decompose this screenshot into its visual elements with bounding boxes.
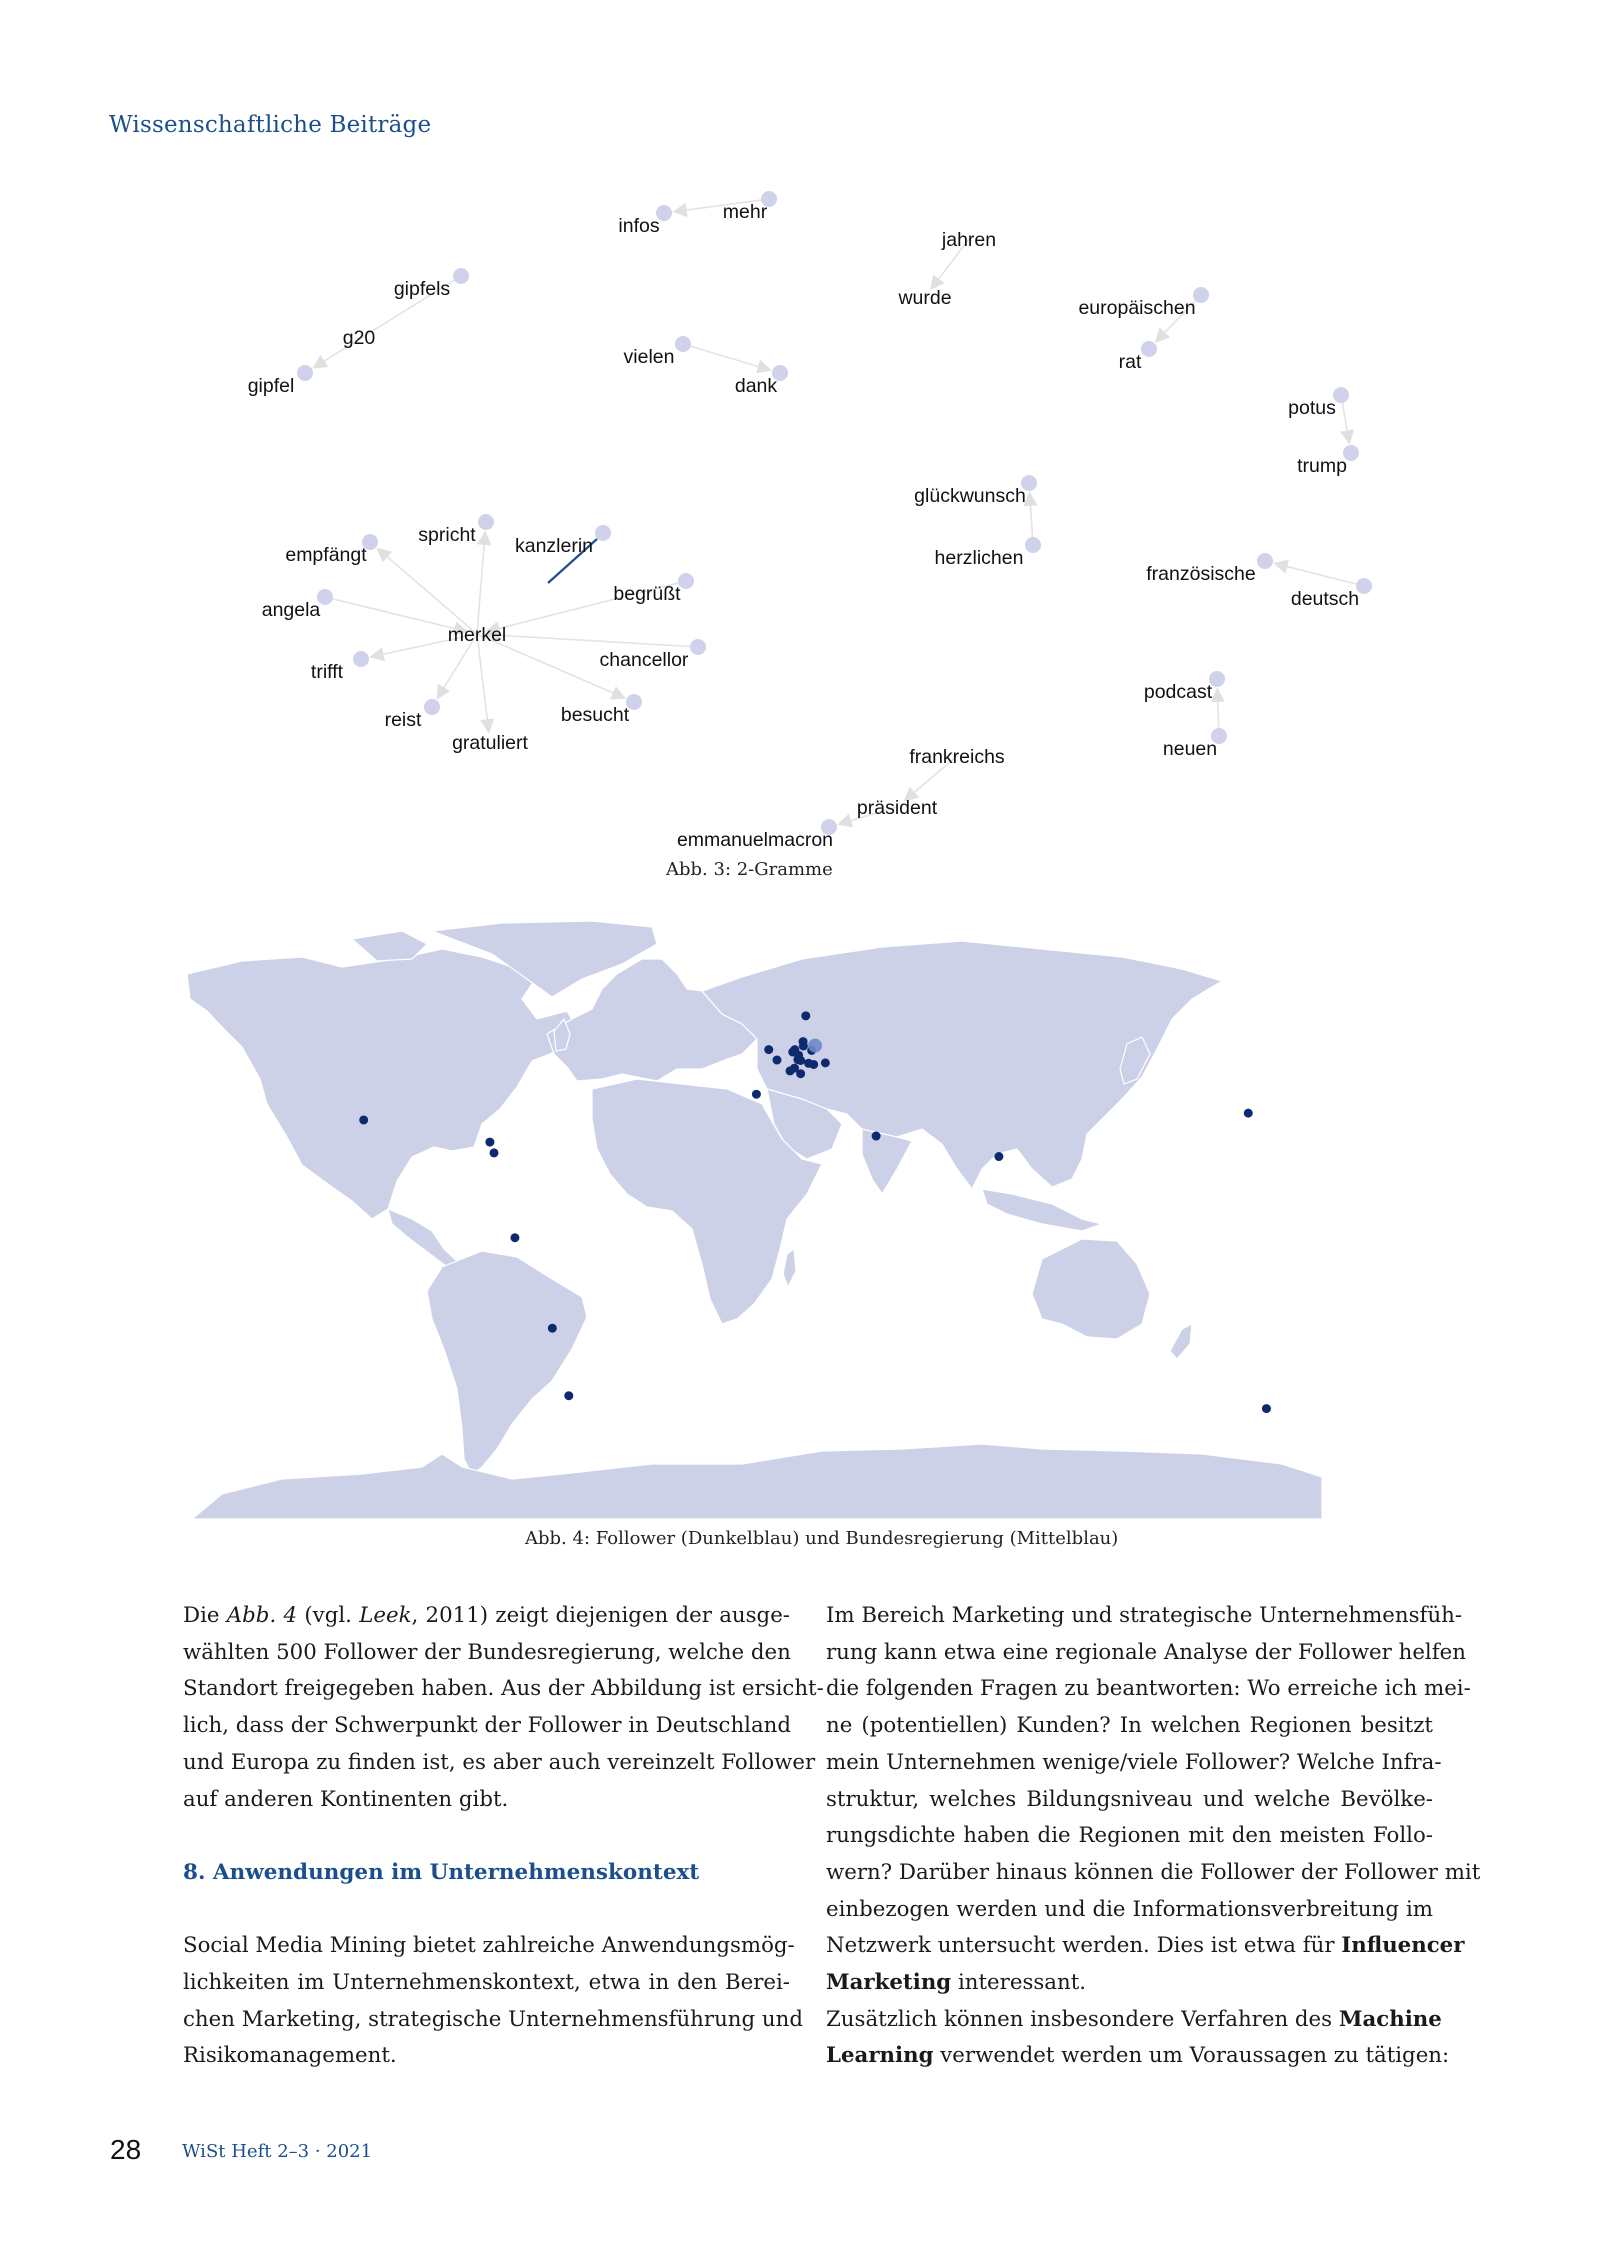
paragraph-marketing [826, 1598, 1481, 2075]
landmass-north-america [187, 949, 577, 1219]
paragraph-figure-description [183, 1598, 824, 1818]
node-dot-trifft [353, 651, 369, 667]
follower-dot [752, 1090, 761, 1099]
text-line [183, 1635, 790, 1672]
text-run: verwendet werden um Voraussagen zu tätigen: [933, 2043, 1450, 2069]
text-run: chen Marketing, strategische Unternehmensführung und [183, 2006, 803, 2032]
text-run: ne (potentiellen) Kunden? In welchen Regionen besitzt [826, 1713, 1433, 1739]
node-label-vielen: vielen [623, 346, 675, 368]
node-label-potus: potus [1288, 397, 1336, 419]
landmass-central-america [388, 1209, 457, 1269]
text-line [183, 1928, 795, 1965]
node-label-mehr: mehr [722, 201, 768, 223]
text-run: struktur, welches Bildungsniveau und welche Bevölke- [826, 1786, 1433, 1812]
bold-term: Learning [826, 2043, 934, 2069]
italic-term: Leek [359, 1603, 412, 1628]
journal-info: WiSt Heft 2–3 · 2021 [182, 2141, 373, 2162]
text-run: interessant. [951, 1970, 1087, 1996]
follower-dot [793, 1055, 802, 1064]
bold-term: Influencer [1341, 1933, 1465, 1959]
edge-merkel-gratuliert [477, 634, 489, 732]
node-label-glueckwunsch: glückwunsch [914, 485, 1026, 507]
text-run: Standort freigegeben haben. Aus der Abbildung ist ersicht- [183, 1676, 824, 1702]
node-dot-spricht [478, 514, 494, 530]
right-column [826, 1598, 1481, 2075]
node-label-emmanuelmacron: emmanuelmacron [676, 829, 834, 851]
follower-dot [796, 1069, 805, 1078]
text-run: lich, dass der Schwerpunkt der Follower in Deutschland [183, 1713, 792, 1739]
text-line [183, 1671, 824, 1708]
node-label-podcast: podcast [1143, 681, 1213, 703]
node-dot-chancellor [690, 639, 706, 655]
node-label-angela: angela [261, 599, 321, 621]
text-run: wählten 500 Follower der Bundesregierung, welche den [183, 1639, 791, 1665]
landmass-southeast-asia [982, 1189, 1102, 1231]
text-line [183, 1965, 790, 2002]
node-label-dank: dank [734, 375, 778, 397]
landmass-madagascar [783, 1249, 796, 1287]
node-label-praesident: präsident [856, 797, 938, 819]
node-label-deutsch: deutsch [1290, 588, 1360, 610]
figure-3-caption: Abb. 3: 2-Gramme [666, 859, 833, 880]
text-run: und Europa zu finden ist, es aber auch vereinzelt Follower [183, 1749, 816, 1775]
follower-dot [994, 1152, 1003, 1161]
left-column [183, 1598, 824, 2075]
node-dot-vielen [675, 336, 691, 352]
text-line [826, 1818, 1433, 1855]
node-dot-franzoesische [1257, 553, 1273, 569]
text-run: einbezogen werden und die Informationsverbreitung im [826, 1896, 1433, 1922]
node-label-gipfel: gipfel [247, 375, 295, 397]
government-dots-layer [808, 1039, 822, 1053]
node-dot-rat [1141, 341, 1157, 357]
follower-dot [490, 1148, 499, 1157]
node-label-frankreichs: frankreichs [909, 746, 1005, 768]
bold-term: Marketing [826, 1970, 952, 1996]
text-line [183, 1598, 790, 1635]
text-run: Risikomanagement. [183, 2043, 397, 2069]
text-line [826, 1708, 1433, 1745]
follower-dot [1262, 1404, 1271, 1413]
text-line [826, 1928, 1465, 1965]
text-line [183, 1708, 790, 1745]
node-dot-gipfel [297, 365, 313, 381]
text-run: Social Media Mining bietet zahlreiche Anwendungsmög- [183, 1933, 795, 1959]
text-line [826, 2002, 1442, 2039]
text-run: Im Bereich Marketing und strategische Unternehmensfüh- [826, 1603, 1463, 1628]
text-line [826, 1598, 1463, 1635]
node-label-infos: infos [618, 215, 660, 237]
node-label-gipfels: gipfels [393, 278, 451, 300]
node-label-wurde: wurde [898, 287, 952, 309]
follower-dot [359, 1115, 368, 1124]
text-line [826, 1855, 1481, 1892]
text-line [826, 1965, 1433, 2002]
edge-angela-merkel [325, 597, 467, 632]
text-line [826, 2038, 1450, 2075]
text-run: lichkeiten im Unternehmenskontext, etwa in den Berei- [183, 1970, 790, 1995]
node-label-trifft: trifft [310, 661, 344, 683]
text-line [183, 2038, 790, 2075]
text-run: mein Unternehmen wenige/viele Follower? Welche Infra- [826, 1749, 1442, 1775]
node-label-franzoesische: französische [1146, 563, 1256, 585]
node-label-chancellor: chancellor [599, 649, 689, 671]
node-label-jahren: jahren [941, 229, 997, 251]
node-label-g20: g20 [342, 327, 376, 349]
follower-dot [548, 1324, 557, 1333]
text-line [826, 1745, 1442, 1782]
text-line [826, 1782, 1433, 1819]
text-run: Netzwerk untersucht werden. Dies ist etwa für [826, 1933, 1342, 1959]
landmass-south-america [427, 1251, 587, 1475]
page-number: 28 [110, 2134, 142, 2165]
follower-dot [872, 1132, 881, 1141]
follower-dot [772, 1056, 781, 1065]
text-run: Die [183, 1603, 227, 1628]
government-dot [808, 1039, 822, 1053]
follower-dot [510, 1233, 519, 1242]
nodes-layer [248, 191, 1372, 851]
node-label-empfaengt: empfängt [285, 544, 367, 566]
node-label-neuen: neuen [1162, 738, 1218, 760]
node-label-trump: trump [1297, 455, 1347, 477]
follower-dot [485, 1138, 494, 1147]
node-label-besucht: besucht [560, 704, 630, 726]
landmass-new-zealand [1170, 1324, 1192, 1359]
node-dot-reist [424, 699, 440, 715]
text-line [826, 1671, 1471, 1708]
text-line [183, 1745, 816, 1782]
follower-dot [786, 1066, 795, 1075]
landmass-australia [1032, 1239, 1150, 1339]
text-run: rung kann etwa eine regionale Analyse der Follower helfen [826, 1639, 1466, 1665]
node-label-merkel: merkel [447, 624, 507, 646]
text-line [183, 2002, 803, 2039]
follower-dot [764, 1045, 773, 1054]
follower-dot [799, 1041, 808, 1050]
text-run: , 2011) zeigt diejenigen der ausge- [411, 1603, 790, 1628]
italic-term: Abb. 4 [226, 1603, 298, 1628]
node-label-gratuliert: gratuliert [452, 732, 528, 754]
node-dot-herzlichen [1025, 537, 1041, 553]
node-label-begruesst: begrüßt [613, 583, 681, 605]
running-head: Wissenschaftliche Beiträge [109, 112, 432, 138]
node-label-europaeischen: europäischen [1078, 297, 1196, 319]
follower-dot [821, 1058, 830, 1067]
node-label-spricht: spricht [418, 524, 476, 546]
text-line [826, 1635, 1466, 1672]
text-run: auf anderen Kontinenten gibt. [183, 1786, 509, 1812]
text-line [183, 1782, 790, 1819]
node-label-reist: reist [384, 709, 422, 731]
section-heading: 8. Anwendungen im Unternehmenskontext [183, 1859, 700, 1885]
text-run: rungsdichte haben die Regionen mit den meisten Follo- [826, 1823, 1433, 1849]
text-run: wern? Darüber hinaus können die Follower der Follower mit [826, 1859, 1481, 1885]
follower-dot [564, 1391, 573, 1400]
follower-dot [790, 1045, 799, 1054]
edge-merkel-spricht [477, 532, 485, 634]
edge-vielen-dank [683, 344, 770, 370]
node-dot-kanzlerin [595, 525, 611, 541]
node-dot-gipfels [453, 268, 469, 284]
edge-deutsch-franzoesische [1275, 563, 1364, 586]
follower-dot [809, 1060, 818, 1069]
node-label-kanzlerin: kanzlerin [514, 535, 594, 557]
bigram-network-graph [0, 150, 1600, 870]
text-run: die folgenden Fragen zu beantworten: Wo erreiche ich mei- [826, 1676, 1471, 1702]
landmass-antarctica [192, 1444, 1322, 1519]
follower-dot [1244, 1109, 1253, 1118]
edge-chancellor-merkel [487, 635, 698, 647]
follower-dot [801, 1011, 810, 1020]
land-layer [187, 921, 1322, 1519]
text-run: Zusätzlich können insbesondere Verfahren des [826, 2006, 1339, 2032]
node-label-herzlichen: herzlichen [934, 547, 1024, 569]
text-run: (vgl. [297, 1603, 360, 1628]
figure-4-caption: Abb. 4: Follower (Dunkelblau) und Bundesregierung (Mittelblau) [525, 1528, 1119, 1549]
text-line [826, 1892, 1433, 1929]
landmass-india [862, 1129, 912, 1194]
world-map [182, 919, 1440, 1521]
paragraph-applications [183, 1928, 803, 2075]
bold-term: Machine [1338, 2006, 1442, 2032]
node-label-rat: rat [1118, 351, 1142, 373]
